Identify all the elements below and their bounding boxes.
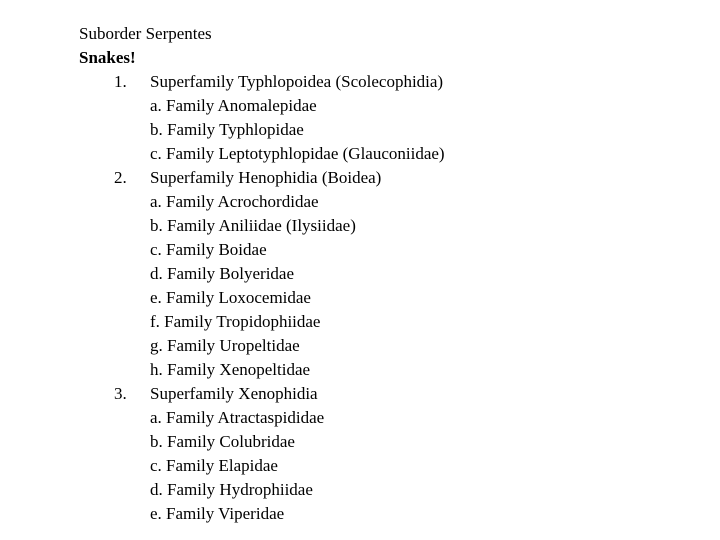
- family-item: d. Family Hydrophiidae: [150, 480, 313, 499]
- family-item: a. Family Anomalepidae: [150, 96, 317, 115]
- list-number: 3.: [114, 384, 127, 403]
- family-item: c. Family Leptotyphlopidae (Glauconiidae): [150, 144, 445, 163]
- family-item: d. Family Bolyeridae: [150, 264, 295, 283]
- superfamily-item: [79, 166, 699, 190]
- superfamily-item: [79, 382, 699, 406]
- family-item: a. Family Acrochordidae: [150, 192, 319, 211]
- superfamily-name: Superfamily Typhlopoidea (Scolecophidia): [150, 72, 444, 91]
- family-item: a. Family Atractaspididae: [150, 408, 325, 427]
- list-number: 1.: [114, 72, 127, 91]
- family-item: f. Family Tropidophiidae: [150, 312, 321, 331]
- family-item: g. Family Uropeltidae: [150, 336, 300, 355]
- family-item: b. Family Aniliidae (Ilysiidae): [150, 216, 356, 235]
- superfamily-name: Superfamily Henophidia (Boidea): [150, 168, 382, 187]
- suborder-title: Suborder Serpentes: [79, 24, 212, 43]
- superfamily-item: [79, 70, 699, 94]
- family-item: h. Family Xenopeltidae: [150, 360, 311, 379]
- family-item: c. Family Elapidae: [150, 456, 278, 475]
- family-item: e. Family Viperidae: [150, 504, 285, 523]
- document-page: [79, 22, 699, 526]
- family-item: b. Family Typhlopidae: [150, 120, 304, 139]
- family-item: b. Family Colubridae: [150, 432, 295, 451]
- superfamily-name: Superfamily Xenophidia: [150, 384, 318, 403]
- family-item: e. Family Loxocemidae: [150, 288, 311, 307]
- list-number: 2.: [114, 168, 127, 187]
- family-item: c. Family Boidae: [150, 240, 267, 259]
- subtitle: Snakes!: [79, 48, 136, 67]
